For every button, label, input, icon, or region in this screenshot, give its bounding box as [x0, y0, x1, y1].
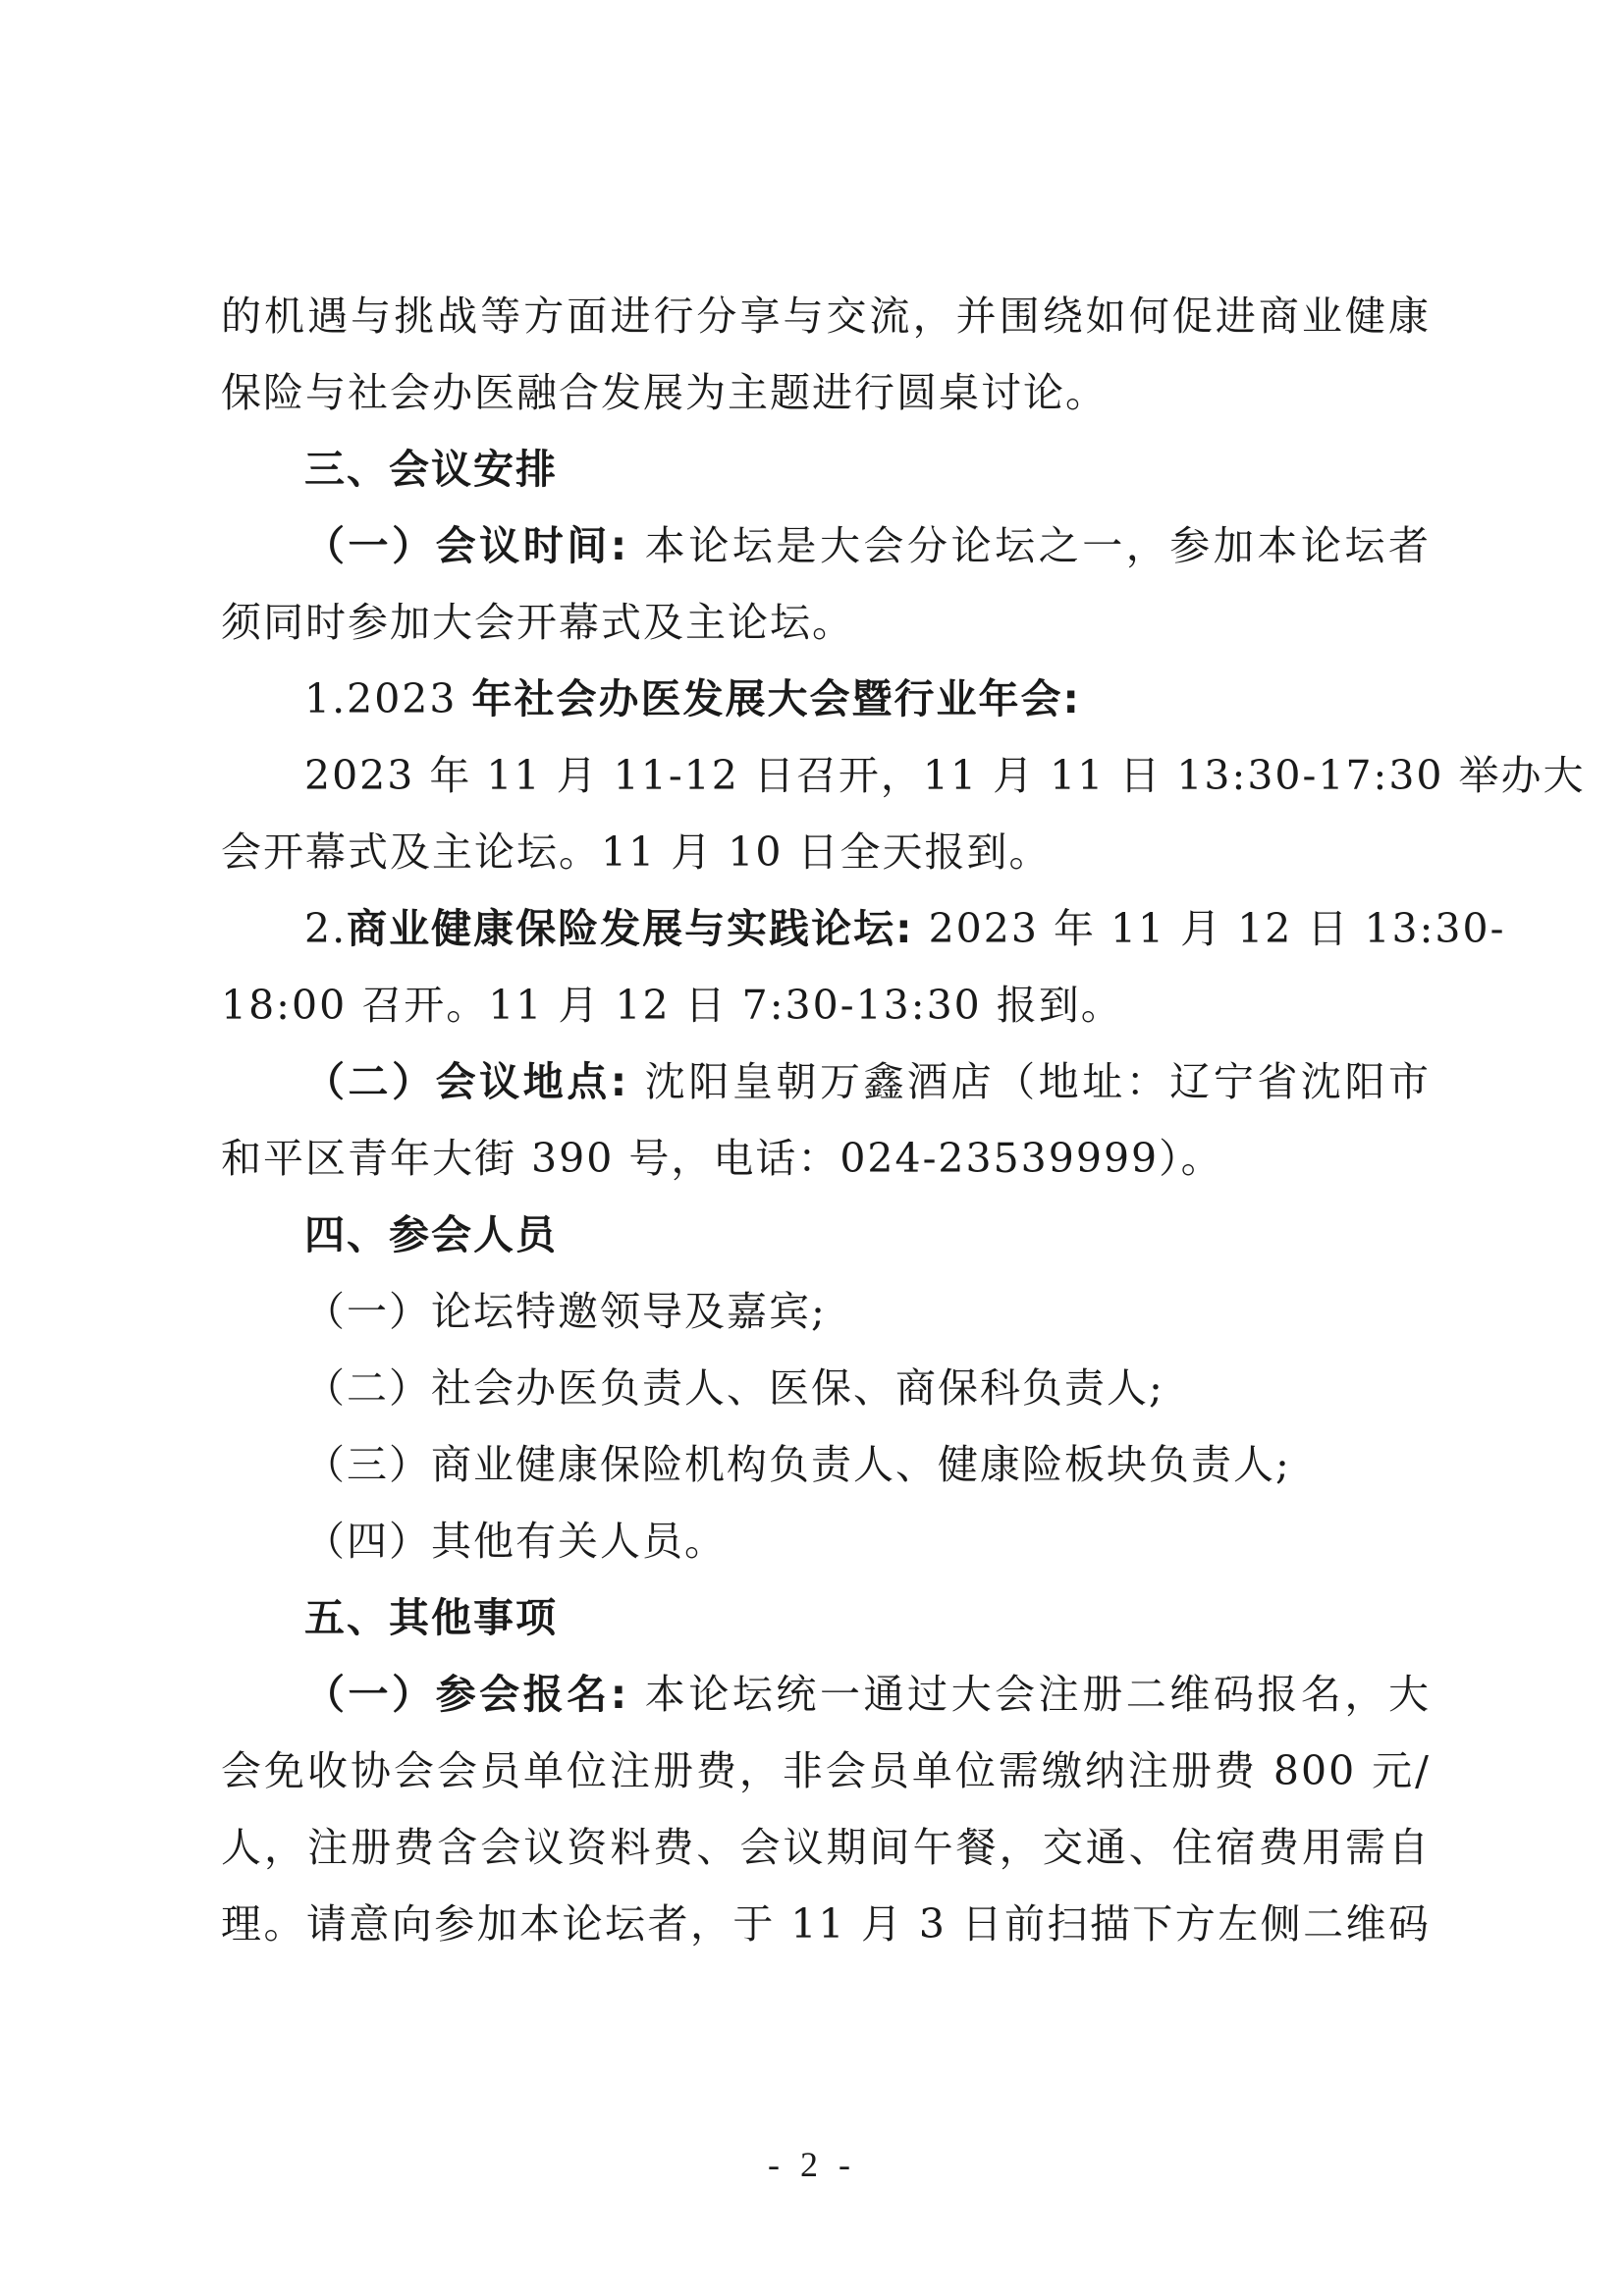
- paragraph-line: 和平区青年大街 390 号，电话：024-23539999）。: [221, 1135, 1223, 1182]
- paragraph-line: 的机遇与挑战等方面进行分享与交流，并围绕如何促进商业健康: [221, 293, 1431, 340]
- subheading-annual-meeting: 年社会办医发展大会暨行业年会:: [471, 675, 1081, 722]
- paragraph-line: [221, 1665, 1431, 1724]
- list-item: （四）其他有关人员。: [304, 1518, 727, 1565]
- list-item: （二）社会办医负责人、医保、商保科负责人;: [304, 1364, 1164, 1412]
- subheading-meeting-time: （一）会议时间:: [304, 522, 629, 569]
- paragraph-line: [221, 516, 1431, 575]
- paragraph-text: 2023 年 11 月 12 日 13:30-: [913, 905, 1506, 952]
- paragraph-line: 会开幕式及主论坛。11 月 10 日全天报到。: [221, 828, 1052, 876]
- paragraph-line: 18:00 召开。11 月 12 日 7:30-13:30 报到。: [221, 982, 1123, 1029]
- list-number: 2.: [304, 905, 348, 952]
- paragraph-line: 人，注册费含会议资料费、会议期间午餐，交通、住宿费用需自: [221, 1824, 1431, 1871]
- paragraph-text: 本论坛是大会分论坛之一，参加本论坛者: [628, 522, 1431, 569]
- paragraph-line: [221, 899, 1506, 958]
- section-heading-4: 四、参会人员: [304, 1211, 558, 1258]
- paragraph-line: 理。请意向参加本论坛者，于 11 月 3 日前扫描下方左侧二维码: [221, 1900, 1431, 1948]
- paragraph-line: [221, 669, 1431, 728]
- paragraph-line: 2023 年 11 月 11-12 日召开，11 月 11 日 13:30-17:30 举办大: [304, 752, 1586, 799]
- list-item: （一）论坛特邀领导及嘉宾;: [304, 1288, 827, 1335]
- paragraph-text: 沈阳皇朝万鑫酒店（地址：辽宁省沈阳市: [628, 1058, 1431, 1105]
- subheading-registration: （一）参会报名:: [304, 1671, 629, 1718]
- section-heading-3: 三、会议安排: [304, 446, 558, 493]
- paragraph-line: 保险与社会办医融合发展为主题进行圆桌讨论。: [221, 369, 1108, 416]
- subheading-meeting-location: （二）会议地点:: [304, 1058, 629, 1105]
- subheading-forum: 商业健康保险发展与实践论坛:: [347, 905, 914, 952]
- paragraph-line: 会免收协会会员单位注册费，非会员单位需缴纳注册费 800 元/: [221, 1747, 1431, 1794]
- paragraph-line: [221, 1052, 1431, 1111]
- section-heading-5: 五、其他事项: [304, 1594, 558, 1641]
- list-number: 1.2023: [304, 675, 472, 722]
- paragraph-text: 本论坛统一通过大会注册二维码报名，大: [628, 1671, 1431, 1718]
- page-number: - 2 -: [768, 2145, 856, 2184]
- paragraph-line: 须同时参加大会开幕式及主论坛。: [221, 599, 854, 646]
- list-item: （三）商业健康保险机构负责人、健康险板块负责人;: [304, 1441, 1291, 1488]
